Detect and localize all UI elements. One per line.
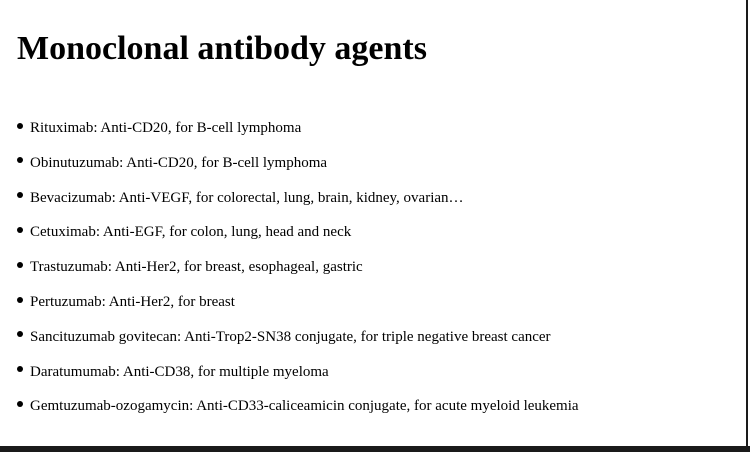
bottom-border [0, 446, 750, 452]
bullet-text: Trastuzumab: Anti-Her2, for breast, esophageal, gastric [30, 259, 363, 276]
bullet-point-icon [17, 262, 23, 268]
bullet-point-icon [17, 227, 23, 233]
bullet-text: Bevacizumab: Anti-VEGF, for colorectal, lung, brain, kidney, ovarian… [30, 189, 464, 206]
bullet-point-icon [17, 192, 23, 198]
list-item [17, 148, 579, 183]
list-item [17, 113, 579, 148]
bullet-point-icon [17, 331, 23, 337]
list-item [17, 357, 579, 392]
list-item [17, 252, 579, 287]
list-item [17, 287, 579, 322]
bullet-text: Pertuzumab: Anti-Her2, for breast [30, 293, 235, 310]
bullet-list [17, 113, 579, 426]
list-item [17, 217, 579, 252]
bullet-point-icon [17, 157, 23, 163]
list-item [17, 183, 579, 218]
slide-title: Monoclonal antibody agents [17, 30, 427, 67]
bullet-text: Daratumumab: Anti-CD38, for multiple myeloma [30, 363, 329, 380]
bullet-point-icon [17, 366, 23, 372]
bullet-text: Rituximab: Anti-CD20, for B-cell lymphoma [30, 120, 302, 136]
bullet-text: Sancituzumab govitecan: Anti-Trop2-SN38 conjugate, for triple negative breast cancer [30, 328, 551, 345]
bullet-text: Cetuximab: Anti-EGF, for colon, lung, head and neck [30, 224, 352, 241]
list-item [17, 391, 579, 426]
bullet-point-icon [17, 123, 23, 129]
bullet-point-icon [17, 297, 23, 303]
bullet-text: Gemtuzumab-ozogamycin: Anti-CD33-caliceamicin conjugate, for acute myeloid leukemia [30, 398, 579, 415]
bullet-text: Obinutuzumab: Anti-CD20, for B-cell lymphoma [30, 154, 328, 171]
list-item [17, 322, 579, 357]
bullet-point-icon [17, 401, 23, 407]
